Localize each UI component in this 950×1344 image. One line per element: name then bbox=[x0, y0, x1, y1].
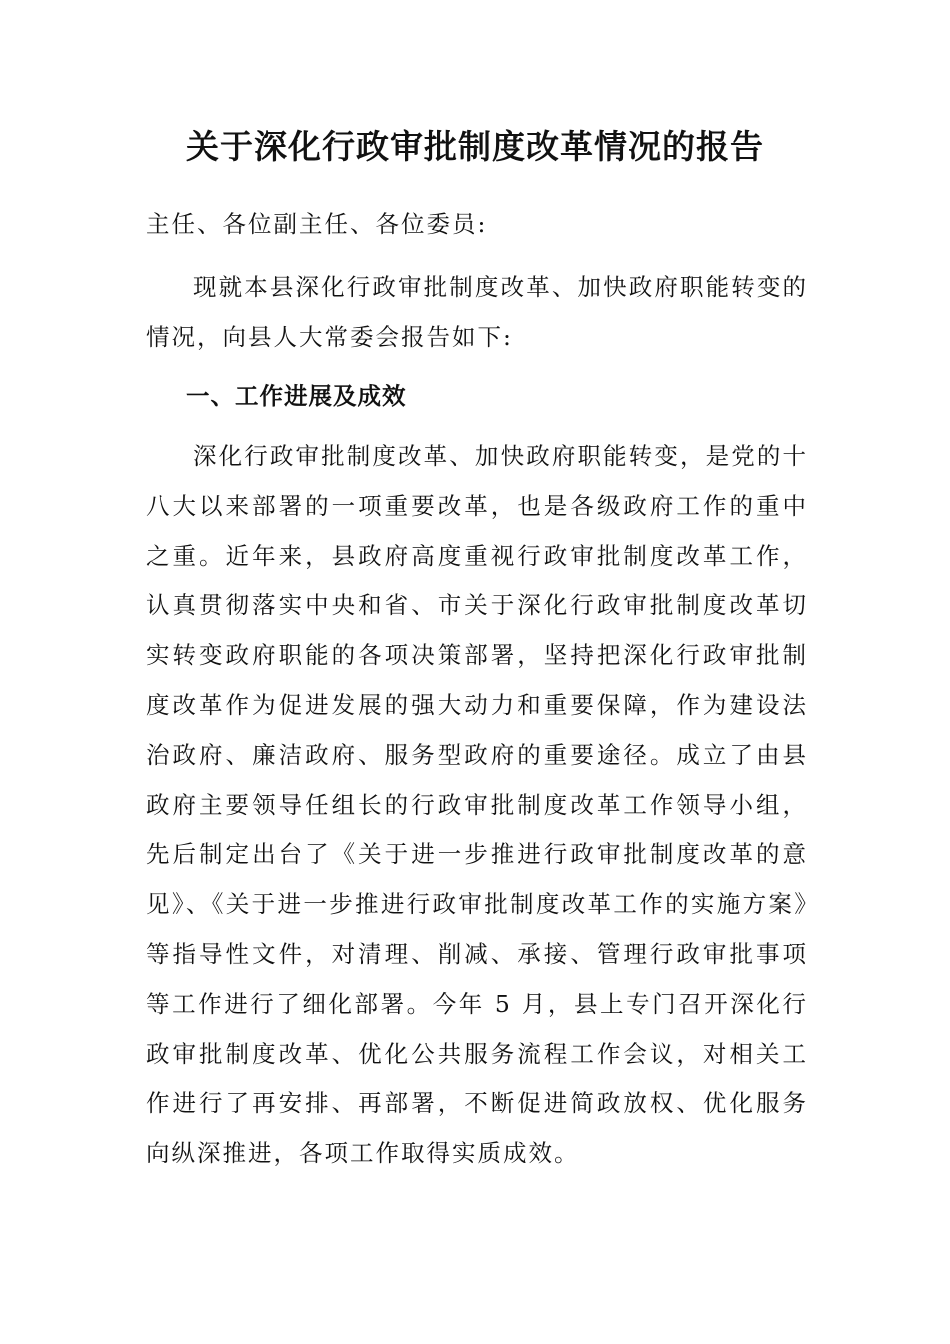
section-heading: 一、工作进展及成效 bbox=[186, 382, 407, 410]
intro-paragraph: 现就本县深化行政审批制度改革、加快政府职能转变的情况，向县人大常委会报告如下: bbox=[146, 273, 808, 351]
salutation: 主任、各位副主任、各位委员: bbox=[146, 210, 488, 238]
document-title: 关于深化行政审批制度改革情况的报告 bbox=[186, 127, 764, 166]
body-paragraph: 深化行政审批制度改革、加快政府职能转变，是党的十八大以来部署的一项重要改革，也是各级政府工作的重中之重。近年来，县政府高度重视行政审批制度改革工作，认真贯彻落实中央和省、市关于深化行政审批制度改革切实转变政府职能的各项决策部署，坚持把深化行政审批制度改革作为促进发展的强大动力和重要保障，作为建设法治政府、廉洁政府、服务型政府的重要途径。成立了由县政府主要领导任组长的行政审批制度改革工作领导小组，先后制定出台了《关于进一步推进行政审批制度改革的意见》、《关于进一步推进行政审批制度改革工作的实施方案》等指导性文件，对清理、削减、承接、管理行政审批事项等工作进行了细化部署。今年 5 月，县上专门召开深化行政审批制度改革、优化公共服务流程工作会议，对相关工作进行了再安排、再部署，不断促进简政放权、优化服务向纵深推进，各项工作取得实质成效。 bbox=[146, 442, 808, 1168]
